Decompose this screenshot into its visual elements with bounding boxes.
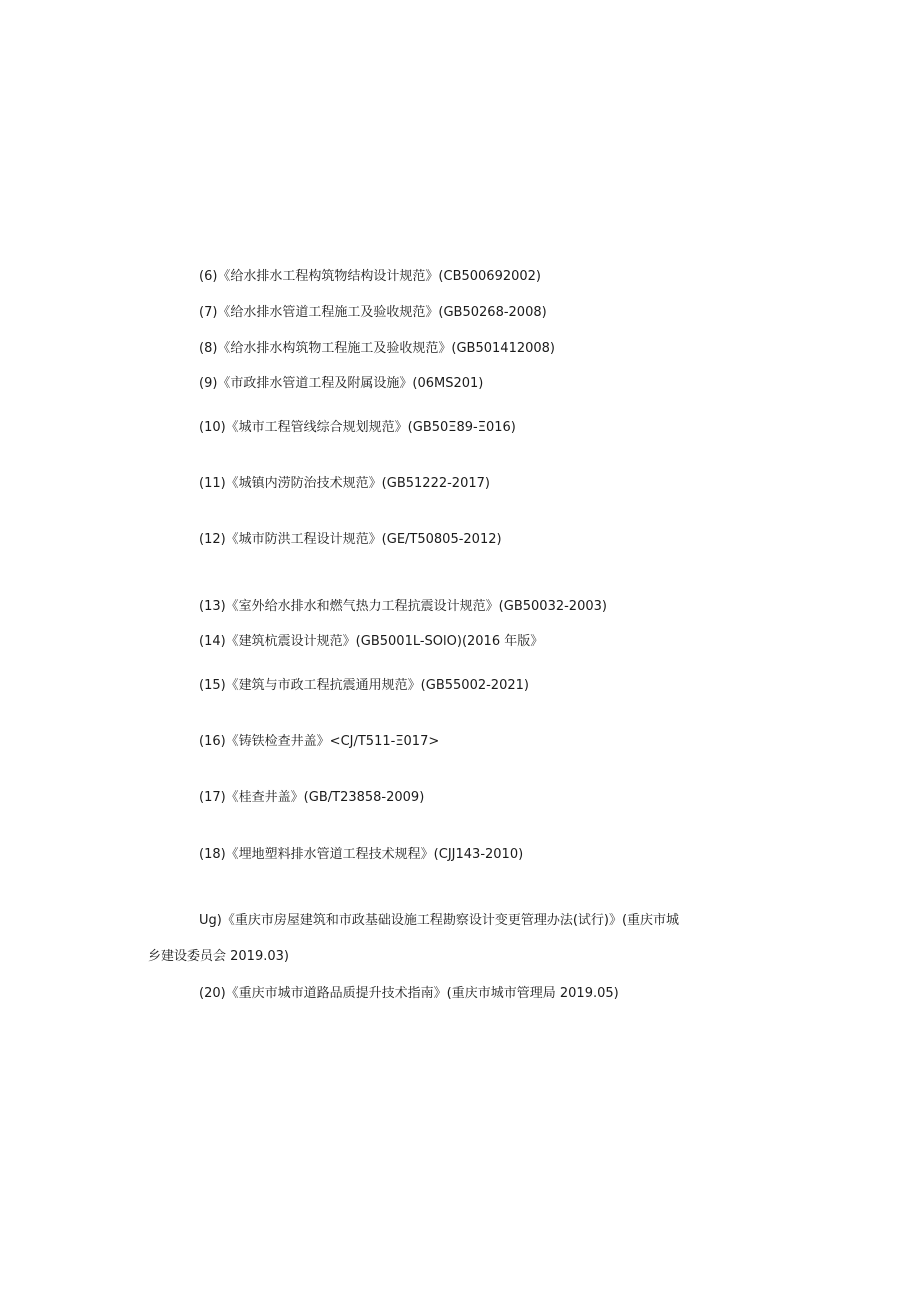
reference-item-20: (20)《重庆市城市道路品质提升技术指南》(重庆市城市管理局 2019.05) bbox=[199, 986, 619, 1001]
reference-item-16: (16)《铸铁检查井盖》<CJ∕T511-Ξ017> bbox=[199, 734, 440, 749]
reference-item-7: (7)《给水排水管道工程施工及验收规范》(GB50268-2008) bbox=[199, 305, 547, 320]
reference-item-17: (17)《桂查井盖》(GB/T23858-2009) bbox=[199, 790, 425, 805]
reference-item-19-line1: Ug)《重庆市房屋建筑和市政基础设施工程勘察设计变更管理办法(试行)》(重庆市城 bbox=[199, 913, 680, 928]
reference-item-9: (9)《市政排水管道工程及附属设施》(06MS201) bbox=[199, 376, 484, 391]
reference-item-15: (15)《建筑与市政工程抗震通用规范》(GB55002-2021) bbox=[199, 678, 529, 693]
reference-item-11: (11)《城镇内涝防治技术规范》(GB51222-2017) bbox=[199, 476, 490, 491]
reference-item-12: (12)《城市防洪工程设计规范》(GE/T50805-2012) bbox=[199, 532, 502, 547]
reference-item-13: (13)《室外给水排水和燃气热力工程抗震设计规范》(GB50032-2003) bbox=[199, 599, 607, 614]
reference-item-10: (10)《城市工程管线综合规划规范》(GB50Ξ89-Ξ016) bbox=[199, 420, 516, 435]
reference-item-18: (18)《埋地塑料排水管道工程技术规程》(CJJ143-2010) bbox=[199, 847, 524, 862]
reference-item-6: (6)《给水排水工程构筑物结构设计规范》(CB500692002) bbox=[199, 269, 541, 284]
reference-item-19-line2: 乡建设委员会 2019.03) bbox=[148, 949, 289, 964]
reference-item-14: (14)《建筑杭震设计规范》(GB5001L-SOlO)(2016 年版》 bbox=[199, 634, 544, 649]
reference-item-8: (8)《给水排水构筑物工程施工及验收规范》(GB501412008) bbox=[199, 341, 555, 356]
